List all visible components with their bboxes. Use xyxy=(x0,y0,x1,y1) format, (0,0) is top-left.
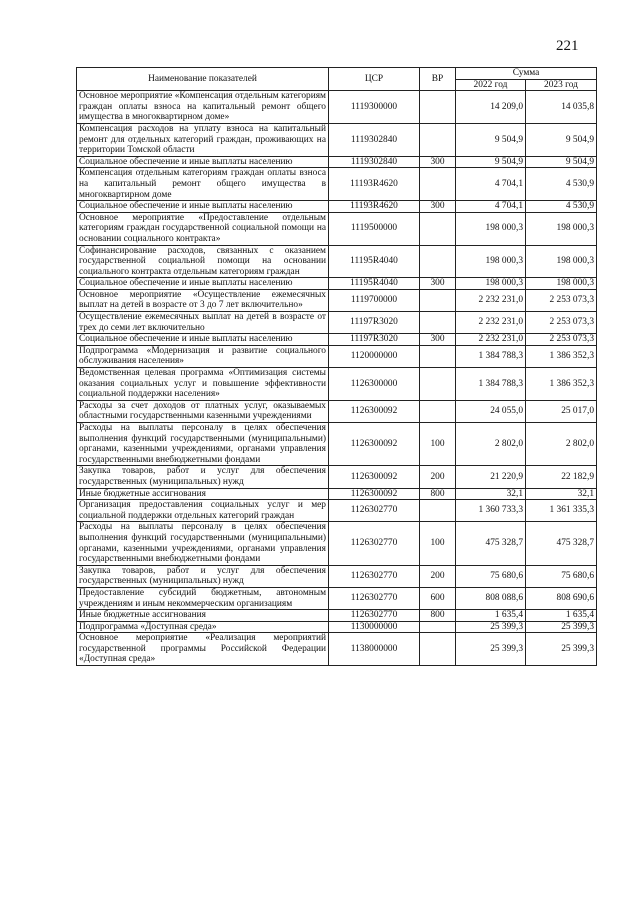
table-row xyxy=(77,156,597,168)
row-csr-cell: 11193R4620 xyxy=(329,201,420,213)
row-amount-2023-cell: 1 386 352,3 xyxy=(526,368,597,401)
table-row xyxy=(77,278,597,290)
row-amount-2022-cell: 475 328,7 xyxy=(456,522,526,565)
row-amount-2023-cell: 475 328,7 xyxy=(526,522,597,565)
row-vr-cell: 100 xyxy=(420,522,456,565)
table-row xyxy=(77,334,597,346)
row-vr-cell: 300 xyxy=(420,156,456,168)
row-amount-2023-cell: 22 182,9 xyxy=(526,466,597,488)
row-name-cell: Ведомственная целевая программа «Оптимизация системы оказания социальных услуг и повышение эффективности социальной поддержки населения» xyxy=(77,368,329,401)
row-amount-2022-cell: 25 399,3 xyxy=(456,621,526,633)
row-vr-cell xyxy=(420,245,456,278)
row-amount-2022-cell: 198 000,3 xyxy=(456,245,526,278)
row-amount-2023-cell: 9 504,9 xyxy=(526,156,597,168)
table-row xyxy=(77,610,597,622)
row-amount-2022-cell: 9 504,9 xyxy=(456,156,526,168)
row-name-cell: Закупка товаров, работ и услуг для обеспечения государственных (муниципальных) нужд xyxy=(77,466,329,488)
header-year-2022: 2022 год xyxy=(456,79,526,91)
row-vr-cell: 800 xyxy=(420,488,456,500)
row-name-cell: Софинансирование расходов, связанных с оказанием государственной социальной помощи на основании социального контракта отдельным категориям граждан xyxy=(77,245,329,278)
row-amount-2023-cell: 2 253 073,3 xyxy=(526,289,597,311)
row-vr-cell xyxy=(420,345,456,367)
row-amount-2023-cell: 1 635,4 xyxy=(526,610,597,622)
row-csr-cell: 1126300092 xyxy=(329,466,420,488)
row-csr-cell: 11197R3020 xyxy=(329,312,420,334)
row-name-cell: Расходы на выплаты персоналу в целях обеспечения выполнения функций государственными (муниципальными) органами, казенными учреждениями, органами управления государственными внебюджетными фондами xyxy=(77,423,329,466)
row-amount-2023-cell: 808 690,6 xyxy=(526,587,597,609)
row-csr-cell: 1120000000 xyxy=(329,345,420,367)
table-body xyxy=(77,91,597,666)
row-name-cell: Подпрограмма «Доступная среда» xyxy=(77,621,329,633)
row-name-cell: Социальное обеспечение и иные выплаты населению xyxy=(77,156,329,168)
table-row xyxy=(77,500,597,522)
row-vr-cell xyxy=(420,500,456,522)
row-vr-cell: 300 xyxy=(420,278,456,290)
row-amount-2022-cell: 1 635,4 xyxy=(456,610,526,622)
row-amount-2022-cell: 1 384 788,3 xyxy=(456,368,526,401)
row-amount-2022-cell: 1 384 788,3 xyxy=(456,345,526,367)
row-csr-cell: 1119500000 xyxy=(329,212,420,245)
row-vr-cell xyxy=(420,212,456,245)
row-amount-2022-cell: 2 232 231,0 xyxy=(456,312,526,334)
row-amount-2023-cell: 25 017,0 xyxy=(526,400,597,422)
table-row xyxy=(77,212,597,245)
table-row xyxy=(77,400,597,422)
row-name-cell: Подпрограмма «Модернизация и развитие социального обслуживания населения» xyxy=(77,345,329,367)
row-name-cell: Социальное обеспечение и иные выплаты населению xyxy=(77,278,329,290)
row-amount-2023-cell: 25 399,3 xyxy=(526,621,597,633)
row-csr-cell: 1126302770 xyxy=(329,587,420,609)
row-amount-2023-cell: 1 361 335,3 xyxy=(526,500,597,522)
row-vr-cell xyxy=(420,312,456,334)
row-amount-2023-cell: 75 680,6 xyxy=(526,565,597,587)
budget-table xyxy=(76,67,597,666)
row-csr-cell: 1130000000 xyxy=(329,621,420,633)
row-csr-cell: 1126302770 xyxy=(329,565,420,587)
row-amount-2023-cell: 1 386 352,3 xyxy=(526,345,597,367)
row-csr-cell: 1126300092 xyxy=(329,423,420,466)
table-row xyxy=(77,168,597,201)
row-amount-2023-cell: 198 000,3 xyxy=(526,278,597,290)
row-vr-cell xyxy=(420,633,456,666)
row-name-cell: Социальное обеспечение и иные выплаты населению xyxy=(77,201,329,213)
table-row xyxy=(77,201,597,213)
row-name-cell: Закупка товаров, работ и услуг для обеспечения государственных (муниципальных) нужд xyxy=(77,565,329,587)
row-csr-cell: 1126302770 xyxy=(329,610,420,622)
row-amount-2023-cell: 2 253 073,3 xyxy=(526,334,597,346)
row-amount-2022-cell: 2 232 231,0 xyxy=(456,289,526,311)
row-csr-cell: 1126302770 xyxy=(329,500,420,522)
row-name-cell: Иные бюджетные ассигнования xyxy=(77,610,329,622)
row-vr-cell: 300 xyxy=(420,201,456,213)
row-amount-2022-cell: 14 209,0 xyxy=(456,91,526,124)
row-amount-2022-cell: 75 680,6 xyxy=(456,565,526,587)
row-amount-2022-cell: 24 055,0 xyxy=(456,400,526,422)
row-name-cell: Социальное обеспечение и иные выплаты населению xyxy=(77,334,329,346)
row-vr-cell xyxy=(420,123,456,156)
row-vr-cell: 200 xyxy=(420,466,456,488)
row-amount-2023-cell: 2 802,0 xyxy=(526,423,597,466)
row-amount-2022-cell: 25 399,3 xyxy=(456,633,526,666)
row-name-cell: Основное мероприятие «Реализация мероприятий государственной программы Российской Федерации «Доступная среда» xyxy=(77,633,329,666)
table-row xyxy=(77,587,597,609)
row-amount-2023-cell: 4 530,9 xyxy=(526,168,597,201)
row-vr-cell: 600 xyxy=(420,587,456,609)
row-amount-2022-cell: 21 220,9 xyxy=(456,466,526,488)
table-row xyxy=(77,123,597,156)
row-csr-cell: 1126300092 xyxy=(329,488,420,500)
row-amount-2022-cell: 9 504,9 xyxy=(456,123,526,156)
row-name-cell: Основное мероприятие «Компенсация отдельным категориям граждан оплаты взноса на капитальный ремонт общего имущества в многоквартирном доме» xyxy=(77,91,329,124)
row-vr-cell: 200 xyxy=(420,565,456,587)
table-row xyxy=(77,245,597,278)
table-row xyxy=(77,488,597,500)
table-row xyxy=(77,312,597,334)
row-amount-2022-cell: 1 360 733,3 xyxy=(456,500,526,522)
table-row xyxy=(77,423,597,466)
table-row xyxy=(77,345,597,367)
row-amount-2022-cell: 2 232 231,0 xyxy=(456,334,526,346)
row-name-cell: Основное мероприятие «Осуществление ежемесячных выплат на детей в возрасте от 3 до 7 лет включительно» xyxy=(77,289,329,311)
row-amount-2023-cell: 32,1 xyxy=(526,488,597,500)
row-csr-cell: 1119300000 xyxy=(329,91,420,124)
row-amount-2023-cell: 4 530,9 xyxy=(526,201,597,213)
row-csr-cell: 1119700000 xyxy=(329,289,420,311)
row-vr-cell xyxy=(420,91,456,124)
row-amount-2023-cell: 2 253 073,3 xyxy=(526,312,597,334)
row-name-cell: Компенсация отдельным категориям граждан оплаты взноса на капитальный ремонт общего имущества в многоквартирном доме xyxy=(77,168,329,201)
header-sum: Сумма xyxy=(456,68,597,80)
row-amount-2022-cell: 4 704,1 xyxy=(456,168,526,201)
row-name-cell: Расходы на выплаты персоналу в целях обеспечения выполнения функций государственными (муниципальными) органами, казенными учреждениями, органами управления государственными внебюджетными фондами xyxy=(77,522,329,565)
table-row xyxy=(77,91,597,124)
row-vr-cell xyxy=(420,400,456,422)
row-vr-cell xyxy=(420,168,456,201)
row-vr-cell: 300 xyxy=(420,334,456,346)
row-amount-2023-cell: 198 000,3 xyxy=(526,245,597,278)
table-row xyxy=(77,289,597,311)
row-amount-2022-cell: 808 088,6 xyxy=(456,587,526,609)
row-csr-cell: 11195R4040 xyxy=(329,245,420,278)
row-vr-cell xyxy=(420,621,456,633)
row-csr-cell: 1138000000 xyxy=(329,633,420,666)
row-name-cell: Организация предоставления социальных услуг и мер социальной поддержки отдельных категорий граждан xyxy=(77,500,329,522)
table-header xyxy=(77,68,597,91)
row-vr-cell: 100 xyxy=(420,423,456,466)
row-amount-2023-cell: 25 399,3 xyxy=(526,633,597,666)
row-vr-cell xyxy=(420,368,456,401)
row-name-cell: Осуществление ежемесячных выплат на детей в возрасте от трех до семи лет включительно xyxy=(77,312,329,334)
row-amount-2022-cell: 198 000,3 xyxy=(456,212,526,245)
header-vr: ВР xyxy=(420,68,456,91)
row-csr-cell: 1119302840 xyxy=(329,123,420,156)
row-amount-2023-cell: 9 504,9 xyxy=(526,123,597,156)
row-amount-2023-cell: 198 000,3 xyxy=(526,212,597,245)
header-csr: ЦСР xyxy=(329,68,420,91)
row-amount-2022-cell: 2 802,0 xyxy=(456,423,526,466)
row-csr-cell: 1126300092 xyxy=(329,400,420,422)
header-year-2023: 2023 год xyxy=(526,79,597,91)
table-row xyxy=(77,565,597,587)
row-csr-cell: 11197R3020 xyxy=(329,334,420,346)
table-row xyxy=(77,368,597,401)
row-csr-cell: 1126302770 xyxy=(329,522,420,565)
table-row xyxy=(77,466,597,488)
page-number: 221 xyxy=(556,38,579,54)
row-csr-cell: 1119302840 xyxy=(329,156,420,168)
row-csr-cell: 1126300000 xyxy=(329,368,420,401)
row-vr-cell xyxy=(420,289,456,311)
row-vr-cell: 800 xyxy=(420,610,456,622)
row-name-cell: Компенсация расходов на уплату взноса на капитальный ремонт для отдельных категорий граждан, проживающих на территории Томской области xyxy=(77,123,329,156)
row-amount-2022-cell: 198 000,3 xyxy=(456,278,526,290)
row-name-cell: Предоставление субсидий бюджетным, автономным учреждениям и иным некоммерческим организациям xyxy=(77,587,329,609)
row-csr-cell: 11195R4040 xyxy=(329,278,420,290)
table-row xyxy=(77,621,597,633)
row-amount-2023-cell: 14 035,8 xyxy=(526,91,597,124)
table-row xyxy=(77,522,597,565)
row-name-cell: Расходы за счет доходов от платных услуг, оказываемых областными государственными казенными учреждениями xyxy=(77,400,329,422)
row-amount-2022-cell: 4 704,1 xyxy=(456,201,526,213)
row-csr-cell: 11193R4620 xyxy=(329,168,420,201)
row-amount-2022-cell: 32,1 xyxy=(456,488,526,500)
row-name-cell: Основное мероприятие «Предоставление отдельным категориям граждан государственной социальной помощи на основании социального контракта» xyxy=(77,212,329,245)
header-name: Наименование показателей xyxy=(77,68,329,91)
table-row xyxy=(77,633,597,666)
row-name-cell: Иные бюджетные ассигнования xyxy=(77,488,329,500)
